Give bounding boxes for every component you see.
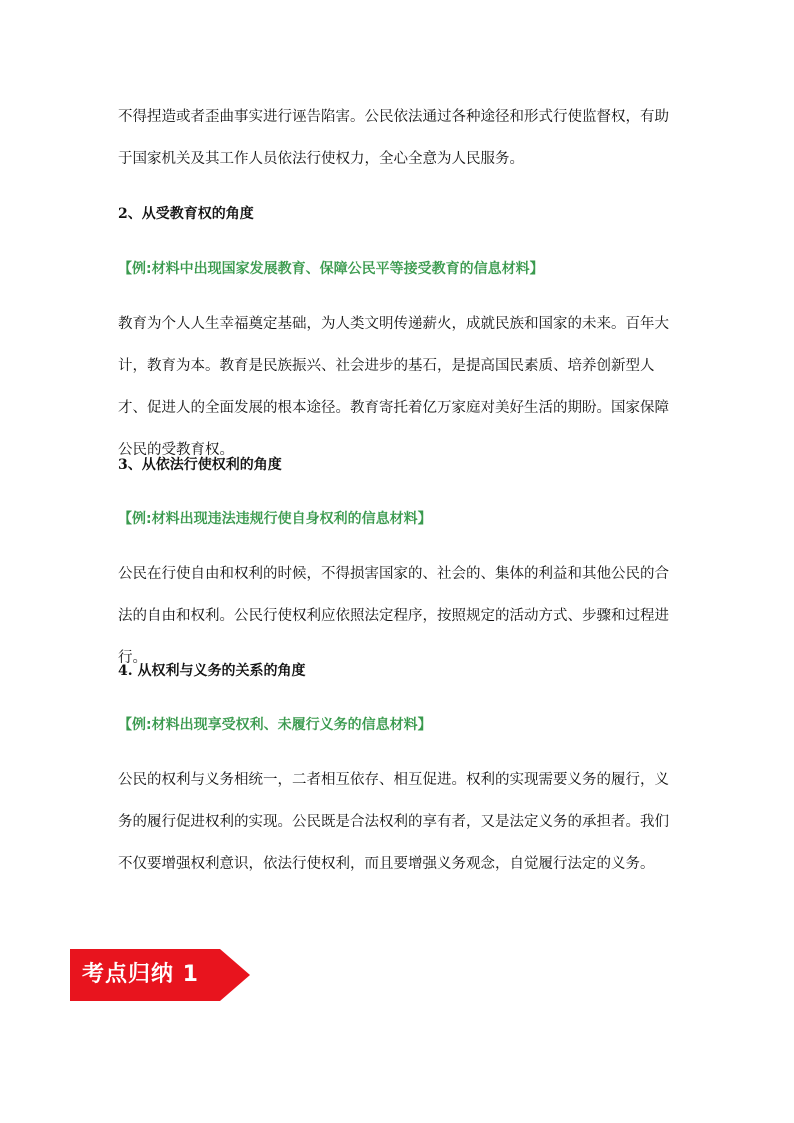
paragraph-rights-duties: 公民的权利与义务相统一，二者相互依存、相互促进。权利的实现需要义务的履行，义务的履行促进权利的实现。公民既是合法权利的享有者，又是法定义务的承担者。我们不仅要增强权利意识，依法行使权利，而且要增强义务观念，自觉履行法定的义务。 [118, 772, 669, 872]
paragraph-education: 教育为个人人生幸福奠定基础，为人类文明传递薪火，成就民族和国家的未来。百年大计，教育为本。教育是民族振兴、社会进步的基石，是提高国民素质、培养创新型人才、促进人的全面发展的根本途径。教育寄托着亿万家庭对美好生活的期盼。国家保障公民的受教育权。 [118, 316, 669, 458]
summary-badge-label: 考点归纳 1 [82, 962, 199, 987]
heading-education-right: 2、从受教育权的角度 [118, 206, 254, 222]
paragraph-lawful-rights: 公民在行使自由和权利的时候，不得损害国家的、社会的、集体的利益和其他公民的合法的自由和权利。公民行使权利应依照法定程序，按照规定的活动方式、步骤和过程进行。 [118, 566, 669, 666]
heading-rights-duties: 4. 从权利与义务的关系的角度 [118, 663, 306, 679]
summary-badge [70, 949, 250, 1001]
paragraph-supervision: 不得捏造或者歪曲事实进行诬告陷害。公民依法通过各种途径和形式行使监督权，有助于国家机关及其工作人员依法行使权力，全心全意为人民服务。 [118, 109, 669, 167]
example-rights-duties: 【例:材料出现享受权利、未履行义务的信息材料】 [118, 717, 432, 733]
example-lawful-rights: 【例:材料出现违法违规行使自身权利的信息材料】 [118, 511, 432, 527]
heading-lawful-rights: 3、从依法行使权利的角度 [118, 457, 282, 473]
example-education: 【例:材料中出现国家发展教育、保障公民平等接受教育的信息材料】 [118, 261, 544, 277]
